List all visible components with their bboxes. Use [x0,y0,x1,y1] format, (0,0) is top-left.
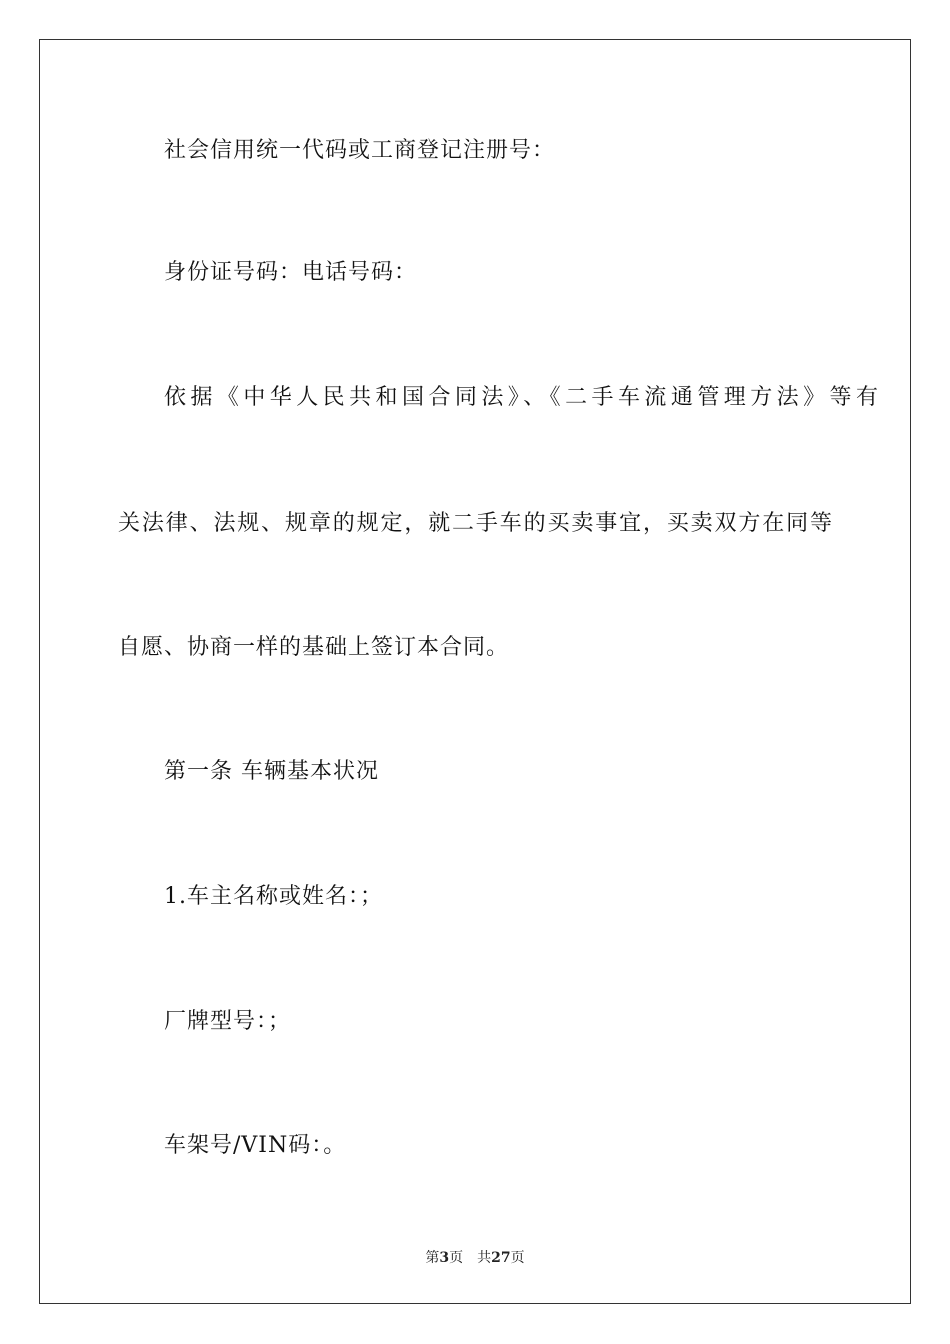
footer-current-page: 3 [439,1250,450,1266]
page-frame [39,39,911,1304]
footer-total-suffix: 页 [510,1250,525,1266]
owner-name-line: 1.车主名称或姓名：； [164,884,383,909]
page-footer [0,1247,950,1267]
basis-line-1: 依据《中华人民共和国合同法》、《二手车流通管理方法》等有 [164,385,878,410]
brand-model-line: 厂牌型号：； [164,1009,292,1034]
footer-total-prefix: 共 [477,1250,492,1266]
article-one-heading: 第一条 车辆基本状况 [164,759,379,784]
id-phone-line: 身份证号码：电话号码： [164,260,418,285]
vin-line: 车架号/VIN码：。 [164,1133,347,1158]
footer-page-suffix: 页 [449,1250,464,1266]
basis-line-3: 自愿、协商一样的基础上签订本合同。 [118,635,510,660]
footer-page-prefix: 第 [425,1250,440,1266]
credit-code-line: 社会信用统一代码或工商登记注册号： [164,138,556,163]
basis-line-2: 关法律、法规、规章的规定，就二手车的买卖事宜，买卖双方在同等 [118,511,832,536]
footer-total-pages: 27 [491,1250,511,1266]
